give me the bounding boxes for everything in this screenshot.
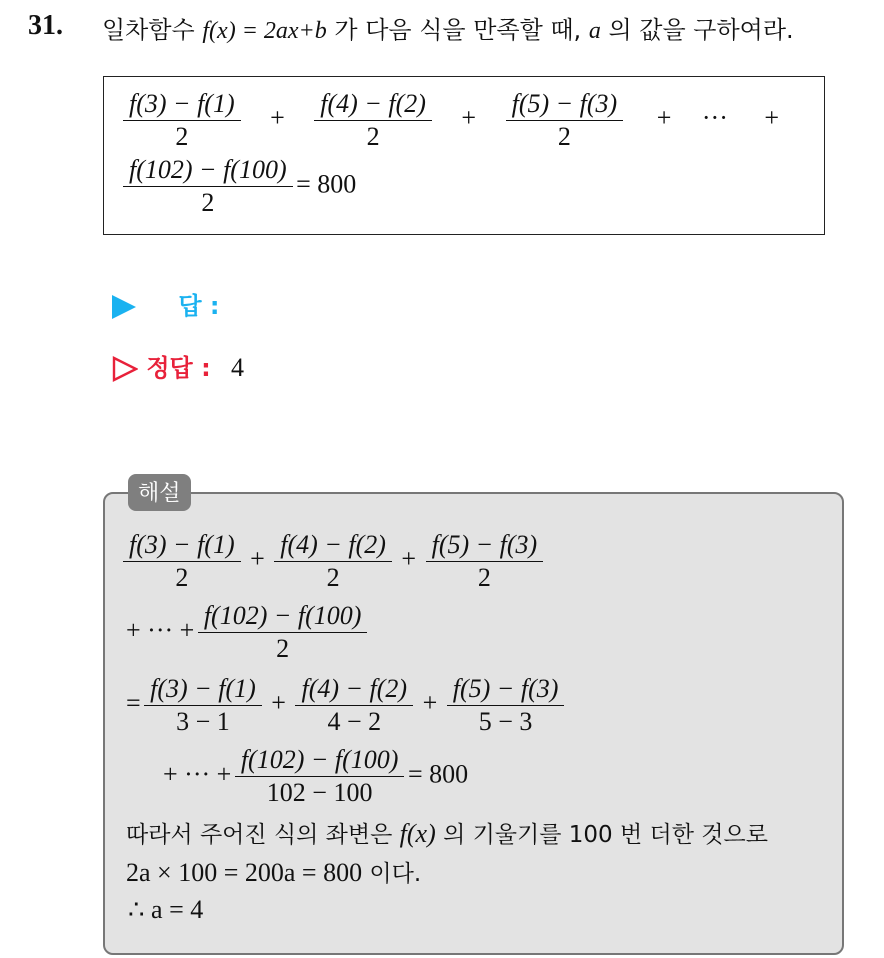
line-prefix: = [126,688,141,718]
correct-answer-value: 4 [231,353,245,382]
fraction: $\frac{f(3) - f(1)}{3 - 1}$ [147,676,259,735]
fraction-4: $\frac{f(102) - f(100)}{2}$ [126,157,290,216]
text-segment: 이다. [369,861,422,887]
solution-text-1 [126,816,768,849]
fraction: $\frac{f(5) - f(3)}{5 - 3}$ [450,676,562,735]
solution-line-1 [126,532,540,591]
plus-sign: + [656,103,672,133]
variable-a: a [588,18,601,44]
function-expression: f(x) = 2ax+b [202,18,327,44]
fraction: $\frac{f(4) - f(2)}{2}$ [277,532,389,591]
equation-box [103,76,825,235]
line-rhs: = 800 [407,759,469,789]
plus-sign: + [401,544,417,574]
outline-triangle-icon [112,356,138,382]
plus-sign: + [270,103,285,133]
plus-sign: + [271,688,286,718]
plus-sign: + [250,544,265,574]
fraction: $\frac{f(3) - f(1)}{2}$ [126,532,238,591]
fraction: $\frac{f(4) - f(2)}{4 - 2}$ [298,676,410,735]
solution-conclusion: ∴ a = 4 [128,895,204,924]
answer-label: 답 : [178,292,220,320]
line-prefix: + ··· + [163,759,232,789]
product-expression: 2a × 100 = 200a = 800 [126,858,363,887]
correct-answer-label: 정답 : [146,354,211,382]
solution-line-4 [163,747,468,806]
fraction-1: $\frac{f(3) - f(1)}{2}$ [126,91,238,150]
fraction-2: $\frac{f(4) - f(2)}{2}$ [317,91,429,150]
solution-text-2 [126,855,421,888]
fraction: $\frac{f(102) - f(100)}{102 - 100}$ [238,747,402,806]
plus-sign: + [461,103,477,133]
correct-answer-row [112,348,244,383]
play-triangle-icon [112,295,136,319]
question-number: 31. [28,10,63,41]
ellipsis: ··· [701,103,728,133]
question-text-end: 의 값을 구하여라. [608,16,794,44]
fraction: $\frac{f(102) - f(100)}{2}$ [201,603,365,662]
question-text-post: 가 다음 식을 만족할 때, [334,16,582,44]
solution-line-2 [126,603,364,662]
solution-tab: 해설 [128,474,191,511]
fraction-3: $\frac{f(5) - f(3)}{2}$ [509,91,621,150]
equation-line-2 [126,157,356,216]
equation-rhs: = 800 [296,169,357,199]
fraction: $\frac{f(5) - f(3)}{2}$ [429,532,541,591]
text-segment: 따라서 주어진 식의 좌변은 [126,822,393,848]
fx-expression: f(x) [399,819,436,848]
text-segment: 의 기울기를 100 번 더한 것으로 [443,822,768,848]
solution-line-3 [126,676,561,735]
question-text [102,10,794,45]
plus-sign: + [764,103,780,133]
line-prefix: + ··· + [126,615,195,645]
answer-row [112,286,220,321]
question-text-pre: 일차함수 [102,16,195,44]
plus-sign: + [422,688,438,718]
equation-line-1 [126,91,785,150]
